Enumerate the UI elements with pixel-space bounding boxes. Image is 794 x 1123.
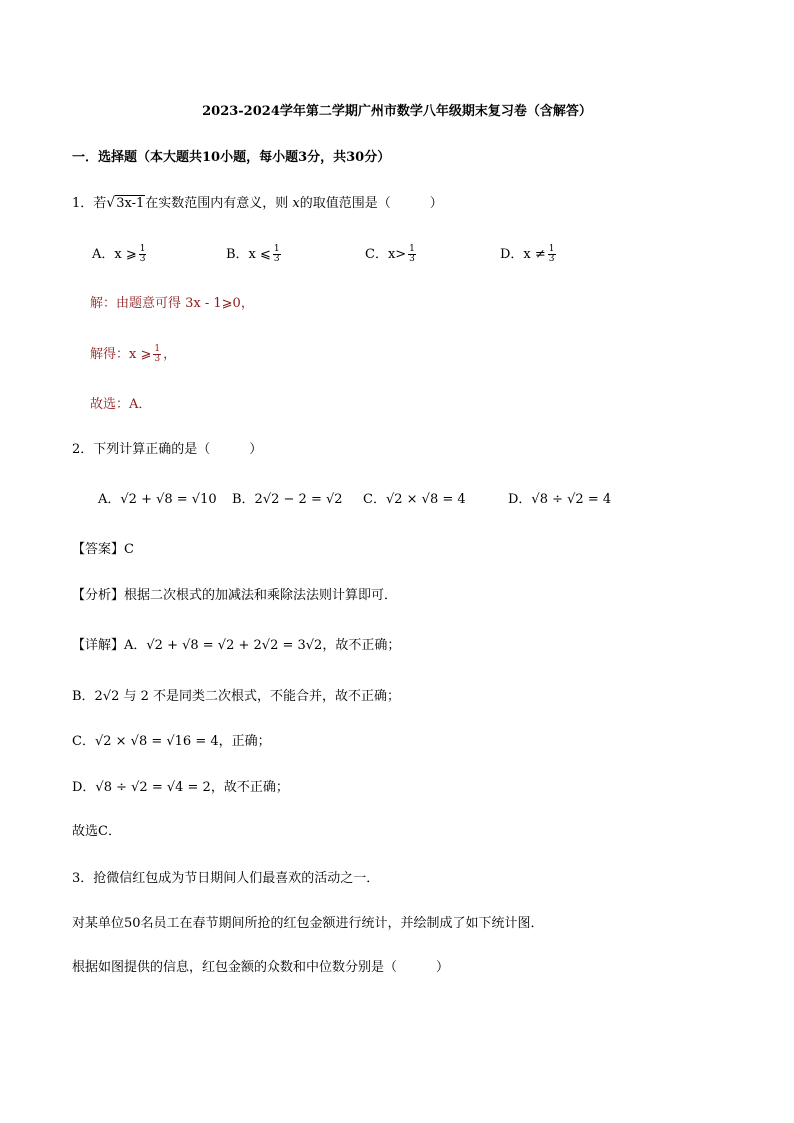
q1-option-a: A．x ⩾ $\frac{1}{3}$ (92, 244, 146, 264)
q1-middle: 在实数范围内有意义，则 (145, 196, 293, 211)
q1-solution-line-1: 解：由题意可得 3x - 1⩾0， (90, 296, 254, 311)
q2-detail-d: D．√8 ÷ √2 = √4 = 2，故不正确； (72, 780, 289, 795)
page-title: 2023-2024学年第二学期广州市数学八年级期末复习卷（含解答） (202, 104, 592, 119)
q1-solution-line-3: 故选：A． (90, 397, 152, 412)
q2-option-c: C．√2 × √8 = 4 (363, 492, 466, 507)
question-3-line-3: 根据如图提供的信息，红包金额的众数和中位数分别是（ ） (72, 960, 450, 975)
q1-suffix: 的取值范围是（ ） (299, 196, 443, 211)
q1-variable: x (292, 196, 300, 211)
q1-radical: √3x-1 (106, 195, 145, 211)
q2-answer: 【答案】C (72, 542, 134, 557)
q2-conclusion: 故选C． (72, 824, 121, 839)
q2-analysis: 【分析】根据二次根式的加减法和乘除法法则计算即可． (72, 588, 398, 603)
question-1-stem (72, 194, 443, 213)
q1-solution-line-2: 解得：x ⩾ $\frac{1}{3}$ ， (90, 344, 177, 364)
section-heading: 一．选择题（本大题共10小题，每小题3分，共30分） (72, 150, 391, 165)
q2-option-d: D．√8 ÷ √2 = 4 (508, 492, 612, 507)
q2-option-a: A．√2 + √8 = √10 (98, 492, 217, 507)
q2-detail-b: B．2√2 与 2 不是同类二次根式，不能合并，故不正确； (72, 689, 401, 704)
q1-radicand: 3x-1 (116, 196, 145, 211)
q1-option-c: C．x> $\frac{1}{3}$ (365, 244, 415, 264)
q1-option-b: B．x ⩽ $\frac{1}{3}$ (226, 244, 280, 264)
q2-option-b: B．2√2 − 2 = √2 (232, 492, 343, 507)
q2-detail-c: C．√2 × √8 = √16 = 4，正确； (72, 734, 271, 749)
question-2-stem: 2．下列计算正确的是（ ） (72, 442, 263, 457)
q1-prefix: 1．若 (72, 196, 107, 211)
q2-detail-a: 【详解】A．√2 + √8 = √2 + 2√2 = 3√2，故不正确； (72, 638, 401, 653)
question-3-line-1: 3．抢微信红包成为节日期间人们最喜欢的活动之一． (72, 871, 380, 886)
q1-option-d: D．x ≠ $\frac{1}{3}$ (500, 244, 555, 264)
question-3-line-2: 对某单位50名员工在春节期间所抢的红包金额进行统计，并绘制成了如下统计图． (72, 916, 544, 931)
